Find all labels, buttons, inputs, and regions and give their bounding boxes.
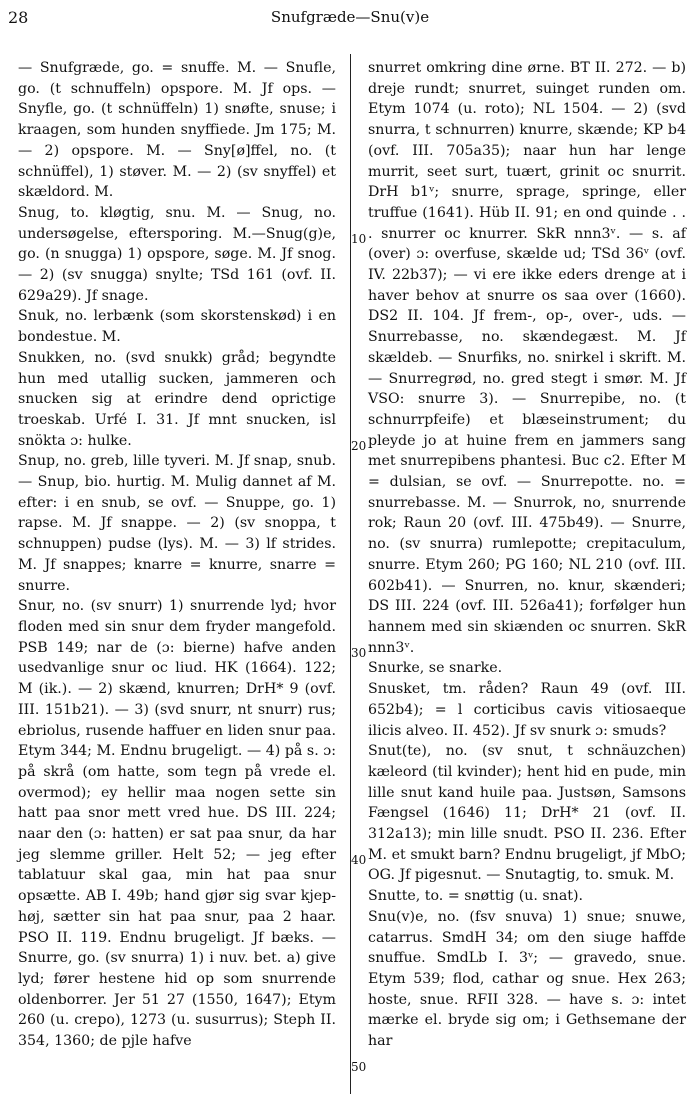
entry-snukken: Snukken, no. (svd snukk) gråd; begyndte hun med utallig sucken, jammeren och snucken sig at erindre dend oprictige troeskab. Urfé I. 31. Jf mnt snucken, isl snökta ɔ: hulke. (18, 349, 336, 449)
entry-snur: Snur, no. (sv snurr) 1) snurrende lyd; hvor floden med sin snur dem fryder mangefold. PSB 149; nar de (ɔ: bierne) hafve anden usedvanlige snur oc liud. HK (1664). 122; M (ik.). — 2) skænd, knurren; DrH* 9 (ovf. III. 151b21). — 3) (svd snurr, nt snurr) rus; ebriolus, rusende haffuer en liden snur paa. Etym 344; M. Endnu brugeligt. — 4) på s. ɔ: på skrå (om hatte, som tegn på vrede el. overmod); ey hellir maa nogen sette sin hatt paa snor mett vred hue. DS III. 224; naar den (ɔ: hatten) er sat paa snur, da har jeg slemme griller. Helt 52; — jeg efter tablatuur skal gaa, min hat paa snur opsætte. AB I. 49b; hand gjør sig svar kjep-høj, sætter sin hat paa snur, paa 2 haar. PSO II. 119. Endnu brugeligt. Jf bæks. — Snurre, go. (sv snurra) 1) i nuv. bet. a) give lyd; fører hestene hid op som snurrende oldenborrer. Jer 51 27 (1550, 1647); Etym 260 (u. crepo), 1273 (u. susurrus); Steph II. 354, 1360; de pjle hafve (18, 598, 336, 1050)
line-number: 30 (351, 646, 367, 660)
entry-snup: Snup, no. greb, lille tyveri. M. Jf snap, snub. — Snup, bio. hurtig. M. Mulig dannet af M. efter: i en snub, se ovf. — Snuppe, go. 1) rapse. M. Jf snappe. — 2) (sv snoppa, t schnuppen) pudse (lys). M. — 3) lf strides. M. Jf snappes; knarre = knurre, snarre = snurre. (18, 453, 336, 594)
column-divider (350, 54, 351, 1094)
entry-snuk: Snuk, no. lerbænk (som skorstenskød) i en bondestue. M. (18, 308, 336, 346)
line-number: 20 (351, 439, 367, 453)
entry-snurre-continued: snurret omkring dine ørne. BT II. 272. — b) dreje rundt; snurret, suinget runden om. Etym 1074 (u. roto); NL 1504. — 2) (svd snurra, t schnurren) knurre, skænde; KP b4 (ovf. III. 705a35); naar hun har lenge murrit, seet surt, tuært, grinit oc snurrit. DrH b1ᵛ; snurre, sprage, springe, eller truffue (1641). Hüb II. 91; en ond quinde . . . snurrer oc knurrer. SkR nnn3ᵛ. — s. af (over) ɔ: overfuse, skælde ud; TSd 36ᵛ (ovf. IV. 22b37); — vi ere ikke eders drenge at i haver behov at snurre os saa over (1660). DS2 II. 104. Jf frem-, op-, over-, uds. — Snurrebasse, no. skændegæst. M. Jf skældeb. — Snurfiks, no. snirkel i skrift. M. — Snurregrød, no. gred stegt i smør. M. Jf VSO: snurre 3). — Snurrepibe, no. (t schnurrpfeife) et blæseinstrument; du pleyde jo at huine frem en jammers sang met snurrepibens phantesi. Buc c2. Efter M = dulsian, se ovf. — Snurrepotte. no. = snurrebasse. M. — Snurrok, no, snurrende rok; Raun 20 (ovf. III. 475b49). — Snurre, no. (sv snurra) rumlepotte; crepitaculum, snurre. Etym 260; PG 160; NL 210 (ovf. III. 602b41). — Snurren, no. knur, skænderi; DS III. 224 (ovf. III. 526a41); forfølger hun hannem med sin skiænden oc snurren. SkR nnn3ᵛ. (368, 60, 686, 656)
entry-snufgraede: — Snufgræde, go. = snuffe. M. — Snufle, go. (t schnuffeln) opspore. M. Jf ops. — Snyfle, go. (t schnüffeln) 1) snøfte, snuse; i kraagen, som hunden snyffiede. Jm 175; M. — 2) opspore. M. — Sny[ø]ffel, no. (t schnüffel), 1) støver. M. — 2) (sv snyffel) et skældord. M. (18, 60, 336, 201)
left-column (18, 58, 336, 1052)
entry-snuve: Snu(v)e, no. (fsv snuva) 1) snue; snuwe, catarrus. SmdH 34; om den siuge haffde snuffue. SmdLb I. 3ᵛ; — gravedo, snue. Etym 539; flod, cathar og snue. Hex 263; hoste, snue. RFII 328. — have s. ɔ: intet mærke el. bryde sig om; i Gethsemane der har (368, 908, 686, 1050)
page-header (8, 6, 692, 32)
running-title: Snufgræde—Snu(v)e (270, 8, 430, 26)
line-number: 10 (351, 232, 367, 246)
entry-snug: Snug, to. kløgtig, snu. M. — Snug, no. undersøgelse, eftersporing. M.—Snug(g)e, go. (n snugga) 1) opspore, søge. M. Jf snog. — 2) (sv snugga) snylte; TSd 161 (ovf. II. 629a29). Jf snage. (18, 204, 336, 304)
page-number: 28 (8, 8, 29, 27)
entry-snutte: Snutte, to. = snøttig (u. snat). (368, 888, 584, 905)
entry-snut: Snut(te), no. (sv snut, t schnäuzchen) kæleord (til kvinder); hent hid en pude, min lille snut kand huile paa. Justsøn, Samsons Fængsel (1646) 11; DrH* 21 (ovf. II. 312a13); min lille snudt. PSO II. 236. Efter M. et smukt barn? Endnu brugeligt, jf MbO; OG. Jf pigesnut. — Snutagtig, to. smuk. M. (368, 743, 686, 884)
entry-snusket: Snusket, tm. råden? Raun 49 (ovf. III. 652b4); = l corticibus cavis vitiosaeque ilicis alveo. II. 452). Jf sv snurk ɔ: smuds? (368, 681, 686, 739)
line-number: 40 (351, 853, 367, 867)
line-number: 50 (351, 1060, 367, 1074)
entry-snurke: Snurke, se snarke. (368, 660, 503, 677)
right-column (368, 58, 686, 1052)
